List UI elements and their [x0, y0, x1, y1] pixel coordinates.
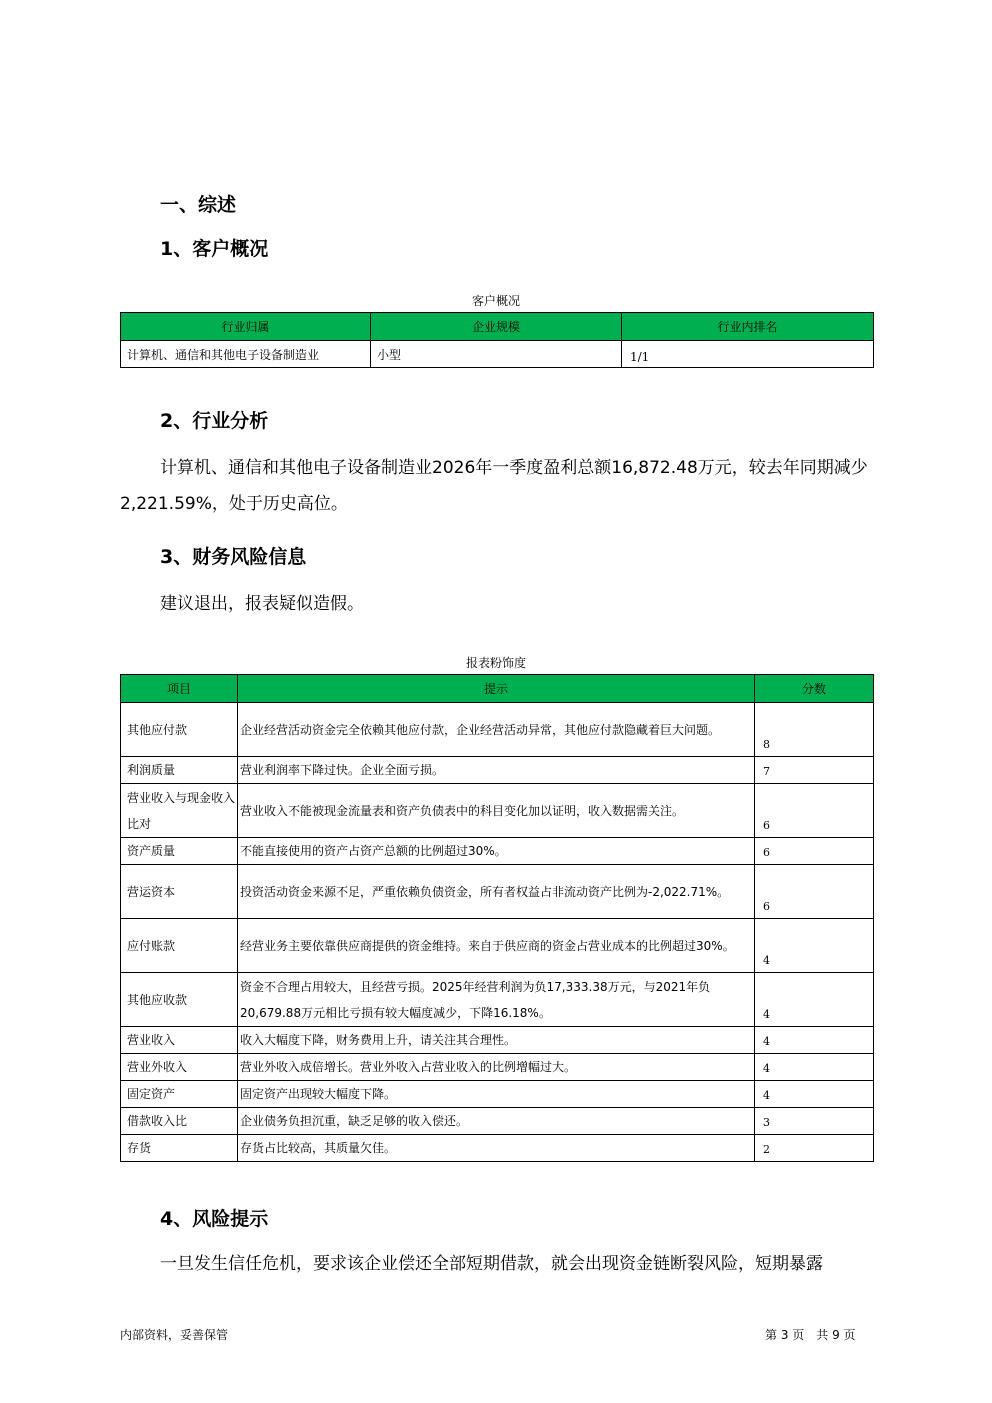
risk-notice-text: 一旦发生信任危机，要求该企业偿还全部短期借款，就会出现资金链断裂风险，短期暴露 — [160, 1254, 823, 1274]
risk-score: 6 — [755, 838, 874, 865]
risk-score: 7 — [755, 757, 874, 784]
risk-score: 4 — [755, 1081, 874, 1108]
risk-hint: 经营业务主要依靠供应商提供的资金维持。来自于供应商的资金占营业成本的比例超过30%。 — [238, 919, 755, 973]
risk-item: 固定资产 — [121, 1081, 238, 1108]
risk-hint: 存货占比较高，其质量欠佳。 — [238, 1135, 755, 1162]
overview-header-scale: 企业规模 — [371, 313, 622, 341]
overview-cell-scale: 小型 — [371, 341, 622, 368]
industry-analysis-text: 计算机、通信和其他电子设备制造业2026年一季度盈利总额16,872.48万元，较去年同期减少2,221.59%，处于历史高位。 — [120, 458, 868, 514]
footer-page-number: 第 3 页 共 9 页 — [765, 1328, 856, 1342]
table-row — [121, 1054, 874, 1081]
risk-item: 其他应付款 — [121, 703, 238, 757]
risk-score: 3 — [755, 1108, 874, 1135]
table-row — [121, 1135, 874, 1162]
risk-table-caption: 报表粉饰度 — [465, 656, 526, 670]
risk-item: 利润质量 — [121, 757, 238, 784]
subsection-title-financial-risk: 3、财务风险信息 — [160, 546, 307, 568]
table-row — [121, 1108, 874, 1135]
overview-header-industry: 行业归属 — [121, 313, 371, 341]
risk-hint: 资金不合理占用较大，且经营亏损。2025年经营利润为负17,333.38万元，与2021年负20,679.88万元相比亏损有较大幅度减少，下降16.18%。 — [238, 973, 755, 1027]
risk-score: 4 — [755, 1027, 874, 1054]
risk-score: 4 — [755, 919, 874, 973]
table-row — [121, 865, 874, 919]
overview-header-rank: 行业内排名 — [622, 313, 874, 341]
risk-item: 营业收入与现金收入比对 — [121, 784, 238, 838]
subsection-title-customer-overview: 1、客户概况 — [160, 238, 269, 260]
table-row — [121, 703, 874, 757]
risk-header-score: 分数 — [755, 675, 874, 703]
table-row — [121, 919, 874, 973]
risk-score: 2 — [755, 1135, 874, 1162]
risk-score: 8 — [755, 703, 874, 757]
risk-header-item: 项目 — [121, 675, 238, 703]
table-row — [121, 757, 874, 784]
risk-header-hint: 提示 — [238, 675, 755, 703]
overview-cell-industry: 计算机、通信和其他电子设备制造业 — [121, 341, 371, 368]
table-row — [121, 838, 874, 865]
risk-item: 营运资本 — [121, 865, 238, 919]
risk-item: 应付账款 — [121, 919, 238, 973]
section-title: 一、综述 — [160, 194, 237, 216]
financial-risk-text: 建议退出，报表疑似造假。 — [160, 594, 364, 614]
subsection-title-risk-notice: 4、风险提示 — [160, 1208, 269, 1230]
risk-score: 6 — [755, 784, 874, 838]
risk-score: 4 — [755, 973, 874, 1027]
table-row — [121, 1027, 874, 1054]
table-row — [121, 1081, 874, 1108]
footer-confidential-note: 内部资料，妥善保管 — [120, 1328, 229, 1342]
risk-item: 其他应收款 — [121, 973, 238, 1027]
risk-score: 4 — [755, 1054, 874, 1081]
table-row — [121, 784, 874, 838]
subsection-title-industry-analysis: 2、行业分析 — [160, 410, 269, 432]
risk-hint: 企业债务负担沉重，缺乏足够的收入偿还。 — [238, 1108, 755, 1135]
risk-item: 营业收入 — [121, 1027, 238, 1054]
risk-hint: 营业外收入成倍增长。营业外收入占营业收入的比例增幅过大。 — [238, 1054, 755, 1081]
risk-hint: 不能直接使用的资产占资产总额的比例超过30%。 — [238, 838, 755, 865]
risk-hint: 营业收入不能被现金流量表和资产负债表中的科目变化加以证明，收入数据需关注。 — [238, 784, 755, 838]
risk-item: 存货 — [121, 1135, 238, 1162]
risk-item: 资产质量 — [121, 838, 238, 865]
overview-table-caption: 客户概况 — [471, 294, 520, 308]
risk-hint: 投资活动资金来源不足，严重依赖负债资金，所有者权益占非流动资产比例为-2,022.71%。 — [238, 865, 755, 919]
risk-hint: 营业利润率下降过快。企业全面亏损。 — [238, 757, 755, 784]
risk-hint: 收入大幅度下降，财务费用上升，请关注其合理性。 — [238, 1027, 755, 1054]
risk-hint: 企业经营活动资金完全依赖其他应付款，企业经营活动异常，其他应付款隐藏着巨大问题。 — [238, 703, 755, 757]
risk-item: 借款收入比 — [121, 1108, 238, 1135]
overview-cell-rank: 1/1 — [622, 341, 874, 368]
risk-item: 营业外收入 — [121, 1054, 238, 1081]
risk-table — [120, 674, 874, 1162]
risk-hint: 固定资产出现较大幅度下降。 — [238, 1081, 755, 1108]
overview-table — [120, 312, 874, 368]
table-row — [121, 973, 874, 1027]
risk-score: 6 — [755, 865, 874, 919]
